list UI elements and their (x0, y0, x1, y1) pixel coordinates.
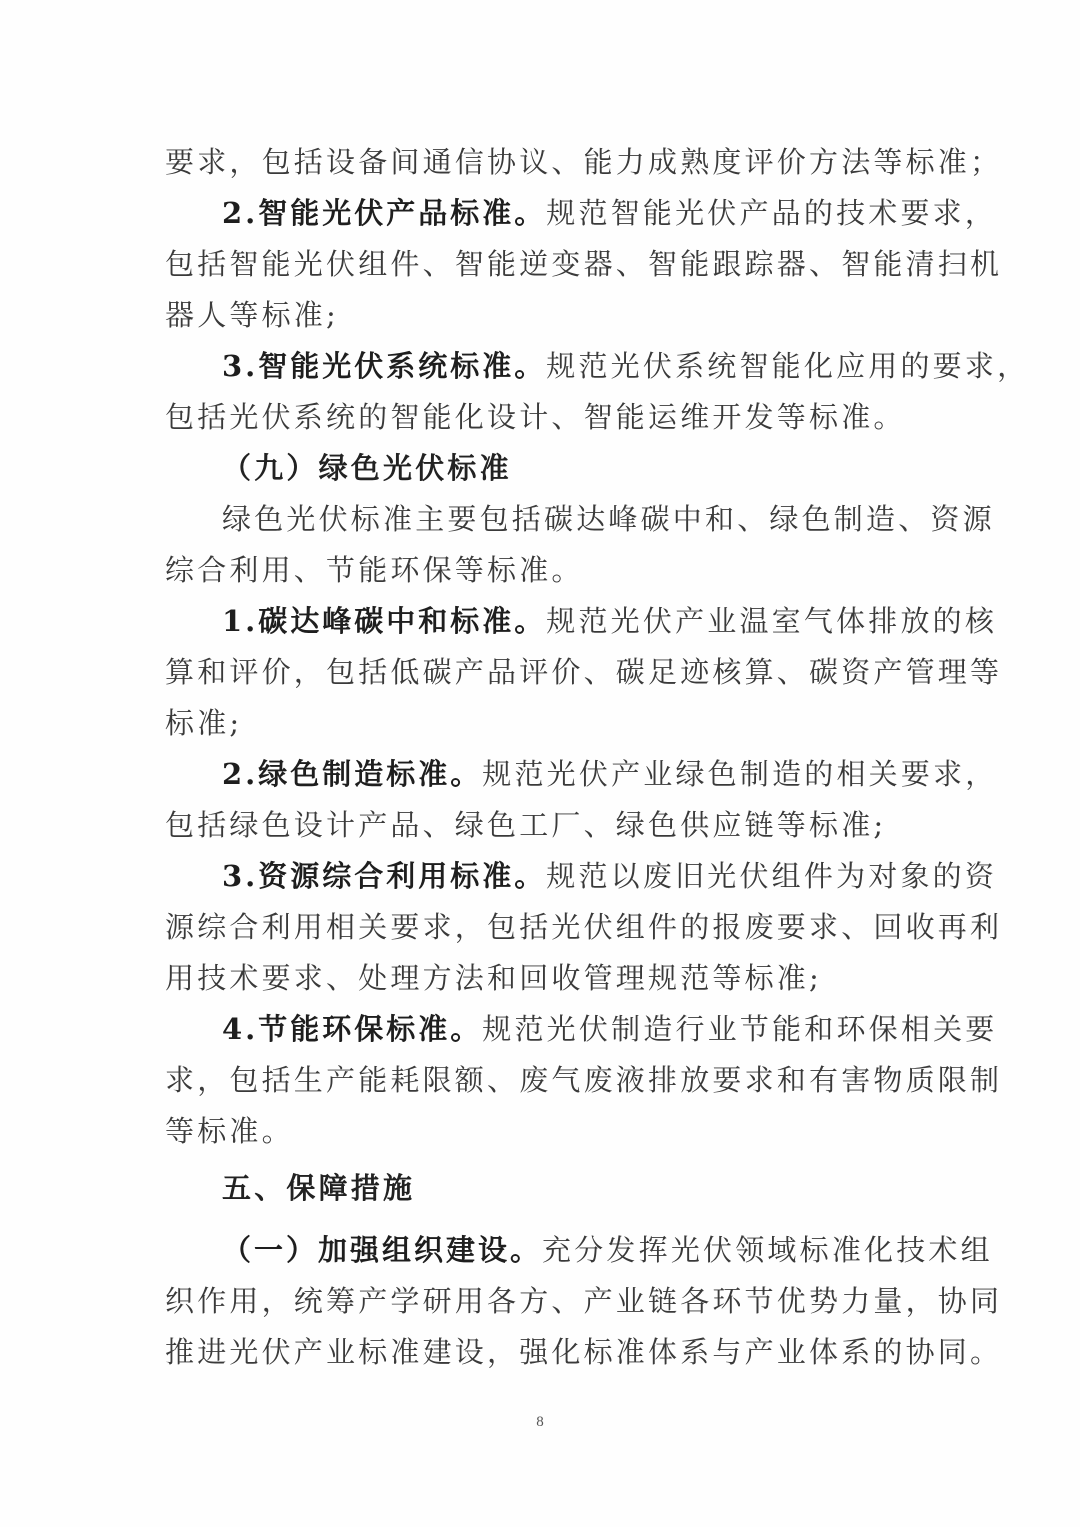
text-line (222, 499, 995, 539)
item-heading: 3.智能光伏系统标准。 (222, 349, 547, 383)
text-line (165, 805, 917, 845)
item-heading: 4.节能环保标准。 (222, 1012, 483, 1046)
line-text: 规范光伏产业温室气体排放的核 (546, 604, 998, 638)
line-text: 充分发挥光伏领域标准化技术组 (542, 1233, 993, 1267)
line-text: 要求，包括设备间通信协议、能力成熟度评价方法等标准； (165, 145, 1003, 179)
text-line (165, 652, 1003, 692)
text-line (165, 397, 917, 437)
text-line (165, 142, 1003, 182)
text-line (165, 295, 917, 335)
line-text: 规范光伏产业绿色制造的相关要求， (482, 757, 998, 791)
section-heading-safeguards (222, 1168, 974, 1208)
item-smart-pv-product-standard (222, 193, 998, 233)
line-text: 器人等标准; (165, 298, 339, 332)
item-green-manufacturing-standard (222, 754, 998, 794)
line-text: 规范光伏制造行业节能和环保相关要 (482, 1012, 998, 1046)
line-text: 推进光伏产业标准建设，强化标准体系与产业体系的协同。 (165, 1335, 1003, 1369)
line-text: 织作用，统筹产学研用各方、产业链各环节优势力量，协同 (165, 1284, 1003, 1318)
item-resource-utilization-standard (222, 856, 998, 896)
text-line (165, 1332, 1003, 1372)
line-text: 包括智能光伏组件、智能逆变器、智能跟踪器、智能清扫机 (165, 247, 1003, 281)
item-heading: 3.资源综合利用标准。 (222, 859, 547, 893)
subsection-heading-green-pv (222, 448, 974, 488)
line-text: 用技术要求、处理方法和回收管理规范等标准; (165, 961, 822, 995)
line-text: 规范光伏系统智能化应用的要求， (546, 349, 1030, 383)
line-text: 包括绿色设计产品、绿色工厂、绿色供应链等标准; (165, 808, 887, 842)
line-text: 规范以废旧光伏组件为对象的资 (546, 859, 998, 893)
text-line (165, 958, 917, 998)
text-line (165, 550, 917, 590)
line-text: 规范智能光伏产品的技术要求， (546, 196, 998, 230)
line-text: 绿色光伏标准主要包括碳达峰碳中和、绿色制造、资源 (222, 502, 995, 536)
item-heading: 2.绿色制造标准。 (222, 757, 483, 791)
section-title: 五、保障措施 (222, 1171, 416, 1205)
item-energy-saving-env-standard (222, 1009, 998, 1049)
text-line (165, 907, 1003, 947)
line-text: 源综合利用相关要求，包括光伏组件的报废要求、回收再利 (165, 910, 1003, 944)
line-text: 标准; (165, 706, 243, 740)
item-carbon-peak-neutral-standard (222, 601, 998, 641)
item-strengthen-organization (222, 1230, 993, 1270)
item-heading: （一）加强组织建设。 (222, 1233, 543, 1267)
line-text: 算和评价，包括低碳产品评价、碳足迹核算、碳资产管理等 (165, 655, 1003, 689)
item-heading: 1.碳达峰碳中和标准。 (222, 604, 547, 638)
subsection-title: （九）绿色光伏标准 (222, 451, 512, 485)
line-text: 求，包括生产能耗限额、废气废液排放要求和有害物质限制 (165, 1063, 1003, 1097)
text-line (165, 244, 1003, 284)
text-line (165, 1111, 917, 1151)
item-smart-pv-system-standard (222, 346, 1030, 386)
line-text: 包括光伏系统的智能化设计、智能运维开发等标准。 (165, 400, 906, 434)
text-line (165, 1060, 1003, 1100)
text-line (165, 703, 917, 743)
line-text: 综合利用、节能环保等标准。 (165, 553, 584, 587)
page-number: 8 (536, 1414, 544, 1430)
text-line (165, 1281, 1003, 1321)
line-text: 等标准。 (165, 1114, 294, 1148)
item-heading: 2.智能光伏产品标准。 (222, 196, 547, 230)
